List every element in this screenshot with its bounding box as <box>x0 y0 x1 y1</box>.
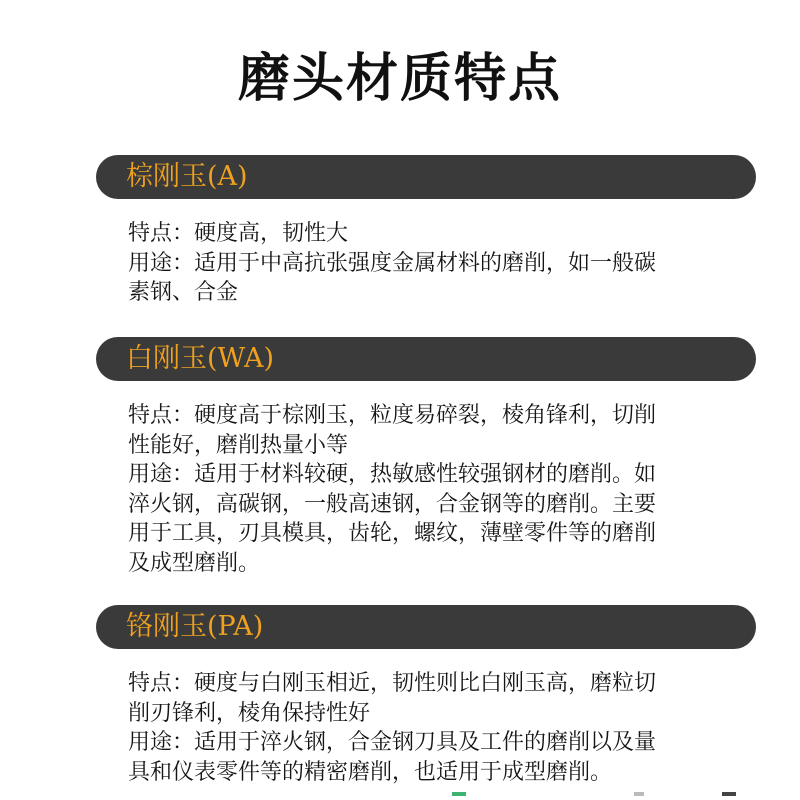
bottom-edge-marks <box>0 788 800 800</box>
section-text-brown-corundum <box>128 219 718 308</box>
text-line: 特点：硬度高，韧性大 <box>128 221 349 246</box>
text-line: 素钢、合金 <box>128 280 239 305</box>
dark-mark <box>722 792 736 796</box>
section-title: 白刚玉(WA) <box>126 343 274 374</box>
gray-mark <box>634 792 644 796</box>
section-bar-chrome-corundum <box>96 605 756 649</box>
text-line: 特点：硬度高于棕刚玉，粒度易碎裂，棱角锋利，切削 <box>128 403 657 428</box>
text-line: 削刃锋利，棱角保持性好 <box>128 700 371 726</box>
text-line: 特点：硬度与白刚玉相近，韧性则比白刚玉高，磨粒切 <box>128 671 657 696</box>
section-bar-brown-corundum <box>96 155 756 199</box>
green-mark <box>452 792 466 796</box>
text-line: 及成型磨削。 <box>128 550 261 576</box>
text-line: 用途：适用于材料较硬，热敏感性较强钢材的磨削。如 <box>128 462 657 487</box>
text-line: 淬火钢，高碳钢，一般高速钢，合金钢等的磨削。主要 <box>128 491 657 517</box>
text-line: 用途：适用于淬火钢，合金钢刀具及工件的磨削以及量 <box>128 730 657 755</box>
section-bar-white-corundum <box>96 337 756 381</box>
page-title: 磨头材质特点 <box>237 49 562 109</box>
section-text-white-corundum <box>128 401 718 578</box>
section-title: 铬刚玉(PA) <box>126 611 264 642</box>
section-text-chrome-corundum <box>128 669 718 787</box>
text-line: 性能好，磨削热量小等 <box>128 432 349 458</box>
text-line: 具和仪表零件等的精密磨削，也适用于成型磨削。 <box>128 759 613 785</box>
text-line: 用途：适用于中高抗张强度金属材料的磨削，如一般碳 <box>128 250 657 276</box>
section-title: 棕刚玉(A) <box>126 161 248 192</box>
text-line: 用于工具，刃具模具，齿轮，螺纹，薄壁零件等的磨削 <box>128 521 657 546</box>
